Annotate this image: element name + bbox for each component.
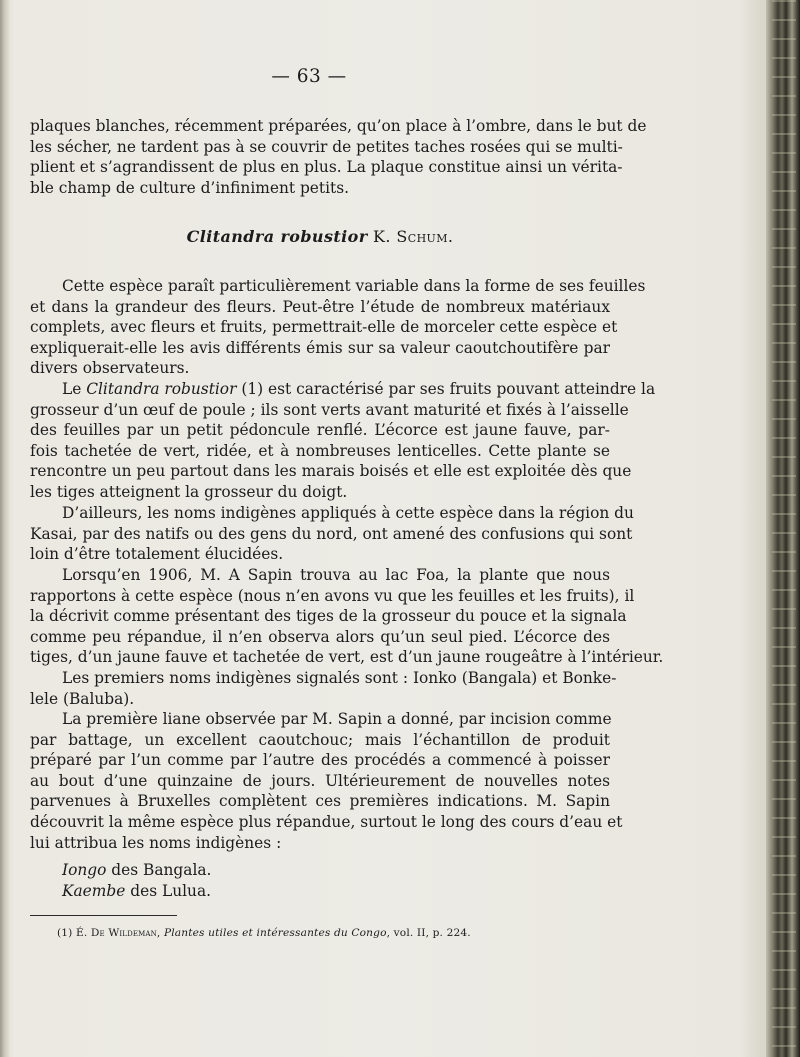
footnote — [57, 927, 471, 939]
text-line: les sécher, ne tardent pas à se couvrir de petites taches rosées qui se multi- — [30, 137, 623, 156]
para2-prefix: Le — [62, 380, 87, 398]
text-line: rapportons à cette espèce (nous n’en avons vu que les feuilles et les fruits), il — [30, 586, 635, 605]
footnote-marker: (1) É. — [57, 927, 91, 939]
paragraph-description — [30, 379, 656, 503]
heading-author-initial: K. — [373, 227, 391, 246]
footnote-sep: , — [156, 927, 164, 939]
text-line: rencontre un peu partout dans les marais boisés et elle est exploitée dès que — [30, 462, 632, 481]
page-number: — 63 — — [271, 66, 347, 87]
text-line: et dans la grandeur des fleurs. Peut-être l’étude de nombreux matériaux — [30, 297, 610, 316]
text-line: D’ailleurs, les noms indigènes appliqués à cette espèce dans la région du — [62, 504, 634, 522]
text-line: Kasai, par des natifs ou des gens du nord, ont amené des confusions qui sont — [30, 524, 633, 543]
text-line — [30, 379, 656, 400]
footnote-title: Plantes utiles et intéressantes du Congo — [163, 927, 387, 939]
footnote-divider — [30, 915, 177, 916]
text-line: expliquerait-elle les avis différents émis sur sa valeur caoutchoutifère par — [30, 338, 610, 357]
paragraph-first-names — [30, 668, 617, 709]
binding-shadow — [0, 0, 10, 1057]
text-line: ble champ de culture d’infiniment petits. — [30, 178, 349, 197]
text-line: parvenues à Bruxelles complètent ces premières indications. M. Sapin — [30, 792, 610, 811]
paragraph-rubber — [30, 709, 623, 853]
text-line: au bout d’une quinzaine de jours. Ultérieurement de nouvelles notes — [30, 771, 610, 790]
paragraph-sapin-1906 — [30, 565, 664, 668]
native-name: Iongo — [62, 861, 107, 879]
text-line: tiges, d’un jaune fauve et tachetée de vert, est d’un jaune rougeâtre à l’intérieur. — [30, 648, 664, 667]
footnote-author: De Wildeman — [90, 927, 157, 939]
text-line: par battage, un excellent caoutchouc; mais l’échantillon de produit — [30, 730, 610, 749]
list-item — [62, 881, 211, 902]
text-line: fois tachetée de vert, ridée, et à nombreuses lenticelles. Cette plante se — [30, 441, 610, 460]
text-line: lele (Baluba). — [30, 689, 135, 708]
text-line: plaques blanches, récemment préparées, qu’on place à l’ombre, dans le but de — [30, 117, 647, 135]
paragraph-variability — [30, 276, 646, 379]
text-line: des feuilles par un petit pédoncule renflé. L’écorce est jaune fauve, par- — [30, 421, 610, 440]
footnote-ref: , vol. II, p. 224. — [386, 927, 471, 939]
text-line: complets, avec fleurs et fruits, permettrait-elle de morceler cette espèce et — [30, 318, 618, 337]
text-line: découvrit la même espèce plus répandue, surtout le long des cours d’eau et — [30, 812, 623, 831]
para2-species: Clitandra robustior — [86, 380, 237, 398]
text-line: loin d’être totalement élucidées. — [30, 545, 284, 564]
text-line: Les premiers noms indigènes signalés sont : Ionko (Bangala) et Bonke- — [62, 669, 617, 687]
section-heading — [30, 227, 610, 246]
text-line: la décrivit comme présentant des tiges de la grosseur du pouce et la signala — [30, 607, 627, 626]
text-line: plient et s’agrandissent de plus en plus. La plaque constitue ainsi un vérita- — [30, 158, 623, 177]
native-name: Kaembe — [62, 881, 126, 900]
text-line: lui attribua les noms indigènes : — [30, 833, 282, 852]
intro-paragraph — [30, 116, 647, 198]
heading-species: Clitandra robustior — [186, 227, 368, 246]
text-line: comme peu répandue, il n’en observa alors qu’un seul pied. L’écorce des — [30, 627, 610, 646]
text-line: grosseur d’un œuf de poule ; ils sont verts avant maturité et fixés à l’aisselle — [30, 400, 629, 419]
paragraph-native-names — [30, 503, 634, 565]
heading-author-name: Schum. — [396, 227, 454, 246]
native-group: des Lulua. — [125, 881, 212, 900]
text-line: divers observateurs. — [30, 359, 190, 378]
native-names-list — [62, 860, 211, 901]
text-line: préparé par l’un comme par l’autre des procédés a commencé à poisser — [30, 751, 610, 770]
page-edge-texture — [772, 0, 796, 1057]
list-item — [62, 860, 211, 881]
text-line: Cette espèce paraît particulièrement variable dans la forme de ses feuilles — [62, 277, 646, 295]
para2-rest: (1) est caractérisé par ses fruits pouvant atteindre la — [236, 380, 656, 398]
native-group: des Bangala. — [106, 861, 212, 879]
text-line: La première liane observée par M. Sapin a donné, par incision comme — [62, 710, 612, 728]
text-line: Lorsqu’en 1906, M. A Sapin trouva au lac Foa, la plante que nous — [62, 566, 610, 584]
text-line: les tiges atteignent la grosseur du doigt. — [30, 482, 348, 501]
